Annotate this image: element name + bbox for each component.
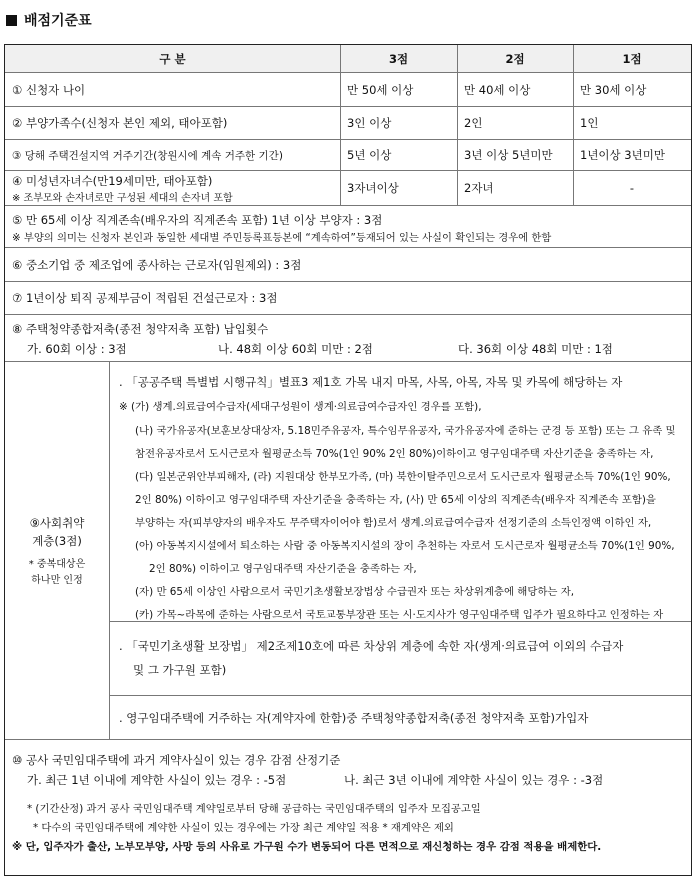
sub-1-line: 2인 80%) 이하이고 영구임대주택 자산기준을 충족하는 자, (사) 만 65세 이상의 직계존속(배우자 직계존속 포함)을 [135, 494, 656, 506]
section-title [6, 10, 92, 30]
item-9-content [109, 362, 691, 739]
item-7 [5, 282, 691, 315]
item-10-warning: ※ 단, 입주자가 출산, 노부모부양, 사망 등의 사유로 가구원 수가 변동되어 다른 면적으로 재신청하는 경우 감점 적용을 배제한다. [12, 841, 602, 853]
scoring-table [4, 44, 692, 876]
square-bullet-icon [6, 15, 17, 26]
table-row [5, 171, 691, 206]
sub-1-line: (다) 일본군위안부피해자, (라) 지원대상 한부모가족, (마) 북한이탈주민으로서 도시근로자 월평균소득 70%(1인 90%, [135, 471, 671, 483]
cell-1pt: - [629, 181, 635, 195]
sub-1-line: 참전유공자로서 도시근로자 월평균소득 70%(1인 90% 2인 80%)이하이고 영구임대주택 자산기준을 충족하는 자, [135, 448, 654, 460]
cell-2pt: 2인 [464, 116, 483, 130]
item-5-note: ※ 부양의 의미는 신청자 본인과 동일한 세대별 주민등록표등본에 “계속하여”등재되어 있는 사실이 확인되는 경우에 한함 [12, 232, 552, 244]
cell-3pt: 3인 이상 [347, 116, 392, 130]
sub-2-line: . 「국민기초생활 보장법」 제2조제10호에 따른 차상위 계층에 속한 자(생계·의료급여 이외의 수급자 [119, 639, 624, 653]
sub-1-line: . 「공공주택 특별법 시행규칙」별표3 제1호 가목 내지 마목, 사목, 아목, 자목 및 카목에 해당하는 자 [119, 375, 623, 389]
sub-2-line: 및 그 가구원 포함) [133, 663, 227, 677]
sub-1-line: 부양하는 자(피부양자의 배우자도 무주택자이어야 함)로서 생계.의료급여수급자 선정기준의 소득인정액 이하인 자, [135, 517, 652, 529]
item-9-label-note: 하나만 인정 [31, 575, 83, 586]
item-10-note: * (기간산정) 과거 공사 국민임대주택 계약일로부터 당해 공급하는 국민임대주택의 입주자 모집공고일 [27, 803, 481, 815]
item-9-label-note: * 중복대상은 [28, 559, 86, 570]
item-7-text: ⑦ 1년이상 퇴직 공제부금이 적립된 건설근로자 : 3점 [12, 291, 278, 305]
item-9-sub-2 [109, 622, 691, 696]
row-label-text: ④ 미성년자녀수(만19세미만, 태아포함) [12, 173, 213, 188]
sub-1-line: (아) 아동복지시설에서 퇴소하는 사람 중 아동복지시설의 장이 추천하는 자로서 도시근로자 월평균소득 70%(1인 90%, [135, 540, 675, 552]
sub-1-line: ※ (가) 생계.의료급여수급자(세대구성원이 생계·의료급여수급자인 경우를 포함), [119, 401, 482, 413]
cell-1pt: 1년이상 3년미만 [580, 148, 665, 162]
sub-1-line: (카) 가목~라목에 준하는 사람으로서 국토교통부장관 또는 시·도지사가 영구임대주택 입주가 필요하다고 인정하는 자 [135, 609, 664, 621]
item-8-option-b: 나. 48회 이상 60회 미만 : 2점 [218, 342, 373, 356]
cell-1pt: 만 30세 이상 [580, 82, 647, 97]
item-10-option-b: 나. 최근 3년 이내에 계약한 사실이 있는 경우 : -3점 [344, 773, 604, 787]
item-9-sub-1 [109, 362, 691, 622]
row-label [5, 171, 340, 205]
cell-1pt: 1인 [580, 116, 599, 130]
item-8-option-c: 다. 36회 이상 48회 미만 : 1점 [458, 342, 613, 356]
table-header-row [5, 45, 691, 73]
sub-3-line: . 영구임대주택에 거주하는 자(계약자에 한함)중 주택청약종합저축(종전 청약저축 포함)가입자 [119, 711, 589, 725]
item-8-title: ⑧ 주택청약종합저축(종전 청약저축 포함) 납입횟수 [12, 322, 269, 336]
sub-1-line: (나) 국가유공자(보훈보상대상자, 5.18민주유공자, 특수임무유공자, 국가유공자에 준하는 군경 등 포함) 또는 그 유족 및 [135, 425, 676, 437]
table-row [5, 107, 691, 140]
item-10-title: ⑩ 공사 국민임대주택에 과거 계약사실이 있는 경우 감점 산정기준 [12, 753, 341, 767]
section-title-text: 배점기준표 [24, 13, 92, 29]
item-6-text: ⑥ 중소기업 중 제조업에 종사하는 근로자(임원제외) : 3점 [12, 257, 302, 272]
item-9-label-line: 계층(3점) [32, 534, 82, 548]
row-label: ③ 당해 주택건설지역 거주기간(창원시에 계속 거주한 기간) [12, 149, 283, 162]
item-9 [5, 362, 691, 740]
item-9-label-line: ⑨사회취약 [29, 516, 85, 530]
cell-2pt: 2자녀 [464, 181, 494, 195]
table-row [5, 140, 691, 171]
item-9-sub-3 [109, 696, 691, 740]
sub-1-line: (자) 만 65세 이상인 사람으로서 국민기초생활보장법상 수급권자 또는 차상위계층에 해당하는 자, [135, 586, 575, 598]
table-row [5, 73, 691, 107]
cell-2pt: 만 40세 이상 [464, 82, 531, 97]
row-label: ① 신청자 나이 [12, 82, 86, 97]
item-5-text: ⑤ 만 65세 이상 직계존속(배우자의 직계존속 포함) 1년 이상 부양자 : 3점 [12, 213, 383, 227]
item-10-note: * 다수의 국민임대주택에 계약한 사실이 있는 경우에는 가장 최근 계약일 적용 * 재계약은 제외 [33, 822, 454, 834]
item-8 [5, 315, 691, 362]
cell-2pt: 3년 이상 5년미만 [464, 148, 553, 162]
sub-1-line: 2인 80%) 이하이고 영구임대주택 자산기준을 충족하는 자, [149, 563, 417, 575]
header-3pt: 3점 [388, 51, 409, 66]
row-note: ※ 조부모와 손자녀로만 구성된 세대의 손자녀 포함 [12, 192, 233, 204]
item-8-option-a: 가. 60회 이상 : 3점 [27, 342, 127, 356]
item-10 [5, 740, 691, 877]
row-label: ② 부양가족수(신청자 본인 제외, 태아포함) [12, 116, 228, 130]
cell-3pt: 만 50세 이상 [347, 82, 414, 97]
cell-3pt: 3자녀이상 [347, 181, 399, 195]
item-6 [5, 248, 691, 282]
item-10-option-a: 가. 최근 1년 이내에 계약한 사실이 있는 경우 : -5점 [27, 773, 287, 787]
header-category: 구 분 [159, 51, 186, 66]
header-2pt: 2점 [505, 51, 525, 66]
item-9-label [5, 362, 109, 739]
header-1pt: 1점 [622, 51, 642, 66]
item-5 [5, 206, 691, 248]
cell-3pt: 5년 이상 [347, 148, 392, 162]
